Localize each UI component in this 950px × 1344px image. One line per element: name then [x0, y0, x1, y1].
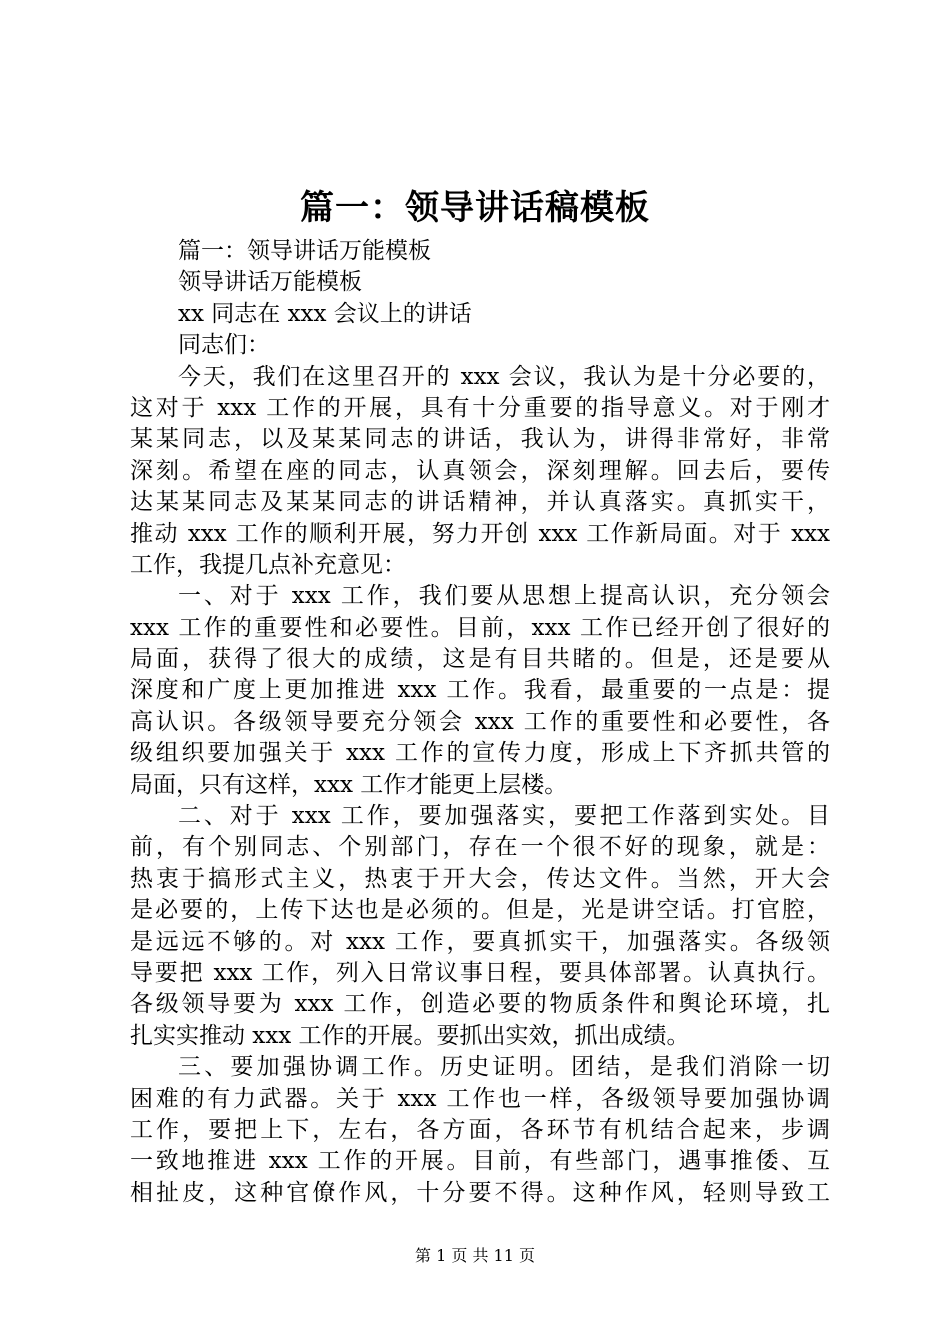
body-line: 工作，我提几点补充意见：: [130, 551, 406, 578]
body-line: 领导讲话万能模板: [178, 269, 362, 296]
body-line: 导要把 xxx 工作，列入日常议事日程，要具体部署。认真执行。: [130, 959, 830, 986]
document-title: 篇一：领导讲话稿模板: [300, 188, 650, 228]
body-line: 深刻。希望在座的同志，认真领会，深刻理解。回去后，要传: [130, 457, 830, 484]
body-line: 二、对于 xxx 工作，要加强落实，要把工作落到实处。目: [178, 803, 830, 830]
document-body: [130, 236, 830, 1209]
body-line: 是远远不够的。对 xxx 工作，要真抓实干，加强落实。各级领: [130, 928, 830, 955]
body-line: xx 同志在 xxx 会议上的讲话: [178, 300, 472, 327]
body-line: 级组织要加强关于 xxx 工作的宣传力度，形成上下齐抓共管的: [130, 740, 830, 767]
body-line: 推动 xxx 工作的顺利开展，努力开创 xxx 工作新局面。对于 xxx: [130, 520, 830, 547]
body-line: 扎实实推动 xxx 工作的开展。要抓出实效，抓出成绩。: [130, 1022, 690, 1049]
body-line: 深度和广度上更加推进 xxx 工作。我看，最重要的一点是：提: [130, 677, 830, 704]
body-line: 困难的有力武器。关于 xxx 工作也一样，各级领导要加强协调: [130, 1085, 830, 1112]
body-line: 局面，获得了很大的成绩，这是有目共睹的。但是，还是要从: [130, 646, 830, 673]
body-line: 相扯皮，这种官僚作风，十分要不得。这种作风，轻则导致工: [130, 1179, 830, 1206]
body-line: 某某同志，以及某某同志的讲话，我认为，讲得非常好，非常: [130, 426, 830, 453]
body-line: 达某某同志及某某同志的讲话精神，并认真落实。真抓实干，: [130, 489, 830, 516]
body-line: 同志们：: [178, 332, 270, 359]
body-line: 局面，只有这样，xxx 工作才能更上层楼。: [130, 771, 568, 798]
page-footer: 第 1 页 共 11 页: [415, 1246, 535, 1265]
body-line: 篇一：领导讲话万能模板: [178, 238, 431, 264]
body-line: 是必要的，上传下达也是必须的。但是，光是讲空话。打官腔，: [130, 897, 830, 924]
body-line: 今天，我们在这里召开的 xxx 会议，我认为是十分必要的，: [178, 363, 830, 390]
body-line: 一致地推进 xxx 工作的开展。目前，有些部门，遇事推倭、互: [130, 1148, 830, 1175]
body-line: 热衷于搞形式主义，热衷于开大会，传达文件。当然，开大会: [130, 865, 830, 892]
body-line: 这对于 xxx 工作的开展，具有十分重要的指导意义。对于刚才: [130, 394, 830, 421]
body-line: 各级领导要为 xxx 工作，创造必要的物质条件和舆论环境，扎: [130, 991, 830, 1018]
body-line: 一、对于 xxx 工作，我们要从思想上提高认识，充分领会: [178, 583, 830, 610]
body-line: 前，有个别同志、个别部门，存在一个很不好的现象，就是：: [130, 834, 830, 861]
body-line: 三、要加强协调工作。历史证明。团结，是我们消除一切: [178, 1054, 830, 1081]
body-line: xxx 工作的重要性和必要性。目前，xxx 工作已经开创了很好的: [130, 614, 830, 641]
body-line: 工作，要把上下，左右，各方面，各环节有机结合起来，步调: [130, 1116, 830, 1143]
body-line: 高认识。各级领导要充分领会 xxx 工作的重要性和必要性，各: [130, 708, 830, 735]
